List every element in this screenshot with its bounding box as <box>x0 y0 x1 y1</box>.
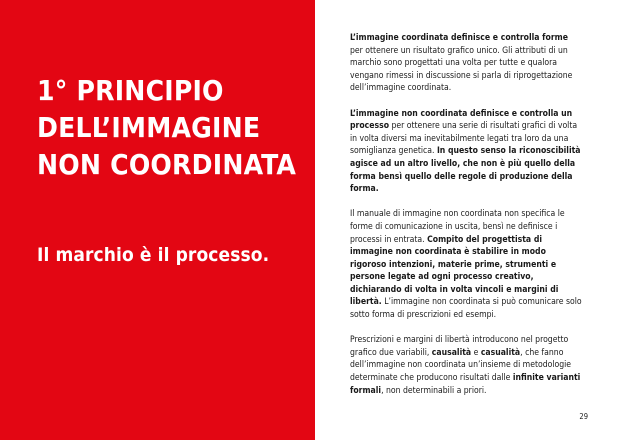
bold-text-run: In questo senso la riconoscibilità agisce ad un altro livello, che non è più quello della forma bensì quello delle regole di produzione della forma. <box>350 146 581 195</box>
chapter-subheading: Il marchio è il processo. <box>37 244 270 266</box>
text-run: , che fanno dell’immagine non coordinata un’insieme di metodologie determinate che producono risultati dalle <box>350 347 572 384</box>
body-paragraph <box>350 334 582 397</box>
body-paragraph <box>350 208 582 321</box>
chapter-heading <box>37 72 307 183</box>
heading-line: DELL’IMMAGINE <box>37 111 261 144</box>
heading-line: 1° PRINCIPIO <box>37 74 224 107</box>
bold-text-run: causalità <box>431 347 472 358</box>
body-text <box>350 32 582 410</box>
text-run: L’immagine non coordinata si può comunicare solo sotto forma di prescrizioni ed esempi. <box>350 297 582 321</box>
bold-text-run: casualità <box>480 347 521 358</box>
text-run: per ottenere un risultato grafico unico. Gli attributi di un marchio sono progettati una volta per tutte e qualora vengano rimessi in discussione si parla di riprogettazione dell’immagine coordinata. <box>350 45 573 94</box>
body-paragraph <box>350 32 582 95</box>
body-paragraph <box>350 108 582 196</box>
heading-line: NON COORDINATA <box>37 148 297 181</box>
bold-text-run: L’immagine non coordinata definisce e controlla un processo <box>350 108 573 132</box>
right-page <box>315 0 630 440</box>
text-run: e <box>471 347 481 358</box>
bold-text-run: Compito del progettista di immagine non coordinata è stabilire in modo rigoroso intenzioni, materie prime, strumenti e persone legate ad ogni processo creativo, dichiarando di volta in volta vincoli e margini di libertà. <box>350 234 559 308</box>
bold-text-run: infinite varianti formali <box>350 373 581 396</box>
text-run: Prescrizioni e margini di libertà introducono nel progetto grafico due variabili, <box>350 335 569 358</box>
text-run: Il manuale di immagine non coordinata non specifica le forme di comunicazione in uscita, bensì ne definisce i processi in entrata. <box>350 209 565 245</box>
page-number: 29 <box>579 412 588 421</box>
text-run: per ottenere una serie di risultati grafici di volta in volta diversi ma inevitabilmente legati tra loro da una somiglianza genetica. <box>350 121 578 157</box>
bold-text-run: L’immagine coordinata definisce e controlla forme <box>350 33 568 43</box>
text-run: , non determinabili a priori. <box>381 385 487 396</box>
